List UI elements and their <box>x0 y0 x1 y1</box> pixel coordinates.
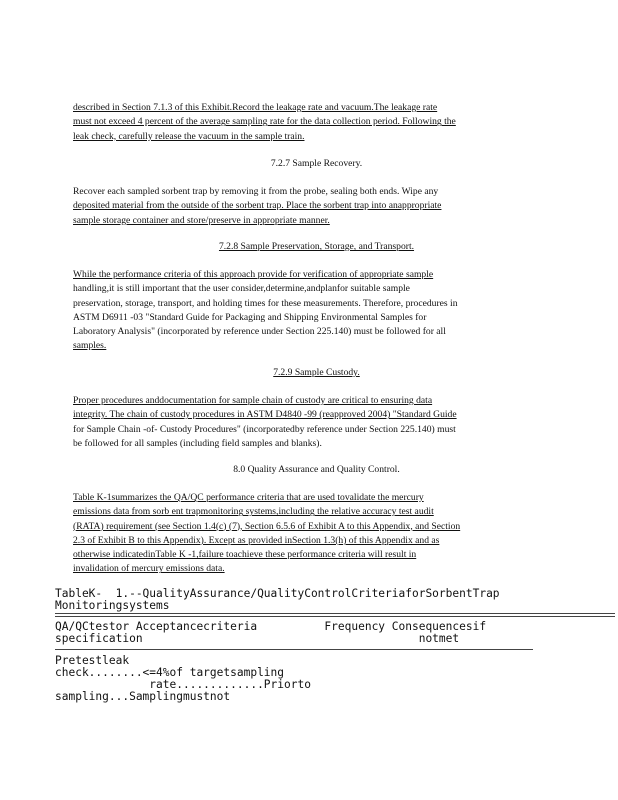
section-7-2-7-paragraph <box>73 185 560 228</box>
table-k1-row <box>55 655 615 703</box>
text-line: invalidation of mercury emissions data. <box>73 563 225 575</box>
text-line: Proper procedures anddocumentation for sample chain of custody are critical to ensuring data <box>73 395 433 406</box>
table-cell-line: rate.............Priorto <box>55 678 311 691</box>
section-7-2-9-paragraph <box>73 394 560 451</box>
table-header-line: specification notmet <box>55 632 460 645</box>
section-heading-8-0: 8.0 Quality Assurance and Quality Control. <box>233 464 400 475</box>
text-line: leak check, carefully release the vacuum in the sample train. <box>73 130 305 142</box>
text-line: preservation, storage, transport, and holding times for these measurements. Therefore, procedures in <box>73 297 458 309</box>
section-7-2-8-paragraph <box>73 268 560 354</box>
text-line: Laboratory Analysis" (incorporated by reference under Section 225.140) must be followed for all <box>73 326 446 338</box>
text-line: handling,it is still important that the user consider,determine,andplanfor suitable sample <box>73 283 410 295</box>
text-line: for Sample Chain -of- Custody Procedures" (incorporatedby reference under Section 225.140) must <box>73 423 456 435</box>
table-rule <box>55 649 533 650</box>
table-cell-line: sampling...Samplingmustnot <box>55 690 231 703</box>
table-title-line: Monitoringsystems <box>55 599 170 612</box>
text-line: described in Section 7.1.3 of this Exhibit.Record the leakage rate and vacuum.The leakage rate <box>73 102 438 113</box>
section-heading-7-2-7: 7.2.7 Sample Recovery. <box>270 158 363 169</box>
table-k1-header <box>55 621 615 645</box>
text-line: (RATA) requirement (see Section 1.4(c) (7), Section 6.5.6 of Exhibit A to this Appendix, and Section <box>73 520 461 532</box>
text-line: be followed for all samples (including field samples and blanks). <box>73 437 322 449</box>
text-line: 2.3 of Exhibit B to this Appendix). Except as provided inSection 1.3(h) of this Appendix and as <box>73 534 440 546</box>
table-cell-line: Pretestleak <box>55 654 130 667</box>
table-k1-title <box>55 588 615 612</box>
text-line: Recover each sampled sorbent trap by removing it from the probe, sealing both ends. Wipe any <box>73 186 439 197</box>
text-line: must not exceed 4 percent of the average sampling rate for the data collection period. Following the <box>73 116 456 128</box>
text-line: samples. <box>73 340 107 352</box>
section-7-1-3-paragraph <box>73 101 560 144</box>
text-line: While the performance criteria of this approach provide for verification of appropriate sample <box>73 269 434 280</box>
section-heading-7-2-9: 7.2.9 Sample Custody. <box>273 367 360 378</box>
table-cell-line: check........<=4%of targetsampling <box>55 666 285 679</box>
table-header-line: QA/QCtestor Acceptancecriteria Frequency Consequencesif <box>55 620 487 633</box>
text-line: emissions data from sorb ent trapmonitoring systems,including the relative accuracy test audit <box>73 506 434 518</box>
table-title-line: TableK- 1.--QualityAssurance/QualityControlCriteriaforSorbentTrap <box>55 587 500 600</box>
text-line: sample storage container and store/preserve in appropriate manner. <box>73 214 330 226</box>
table-rule <box>55 613 615 614</box>
text-line: Table K-1summarizes the QA/QC performance criteria that are used tovalidate the mercury <box>73 492 424 503</box>
table-rule <box>55 616 615 617</box>
text-line: ASTM D6911 -03 "Standard Guide for Packaging and Shipping Environmental Samples for <box>73 311 427 323</box>
section-heading-7-2-8: 7.2.8 Sample Preservation, Storage, and Transport. <box>218 241 415 252</box>
text-line: deposited material from the outside of the sorbent trap. Place the sorbent trap into anappropriate <box>73 200 442 212</box>
text-line: integrity. The chain of custody procedures in ASTM D4840 -99 (reapproved 2004) "Standard Guide <box>73 409 457 421</box>
text-line: otherwise indicatedinTable K -1,failure toachieve these performance criteria will result in <box>73 549 417 561</box>
section-8-0-paragraph <box>73 491 560 577</box>
